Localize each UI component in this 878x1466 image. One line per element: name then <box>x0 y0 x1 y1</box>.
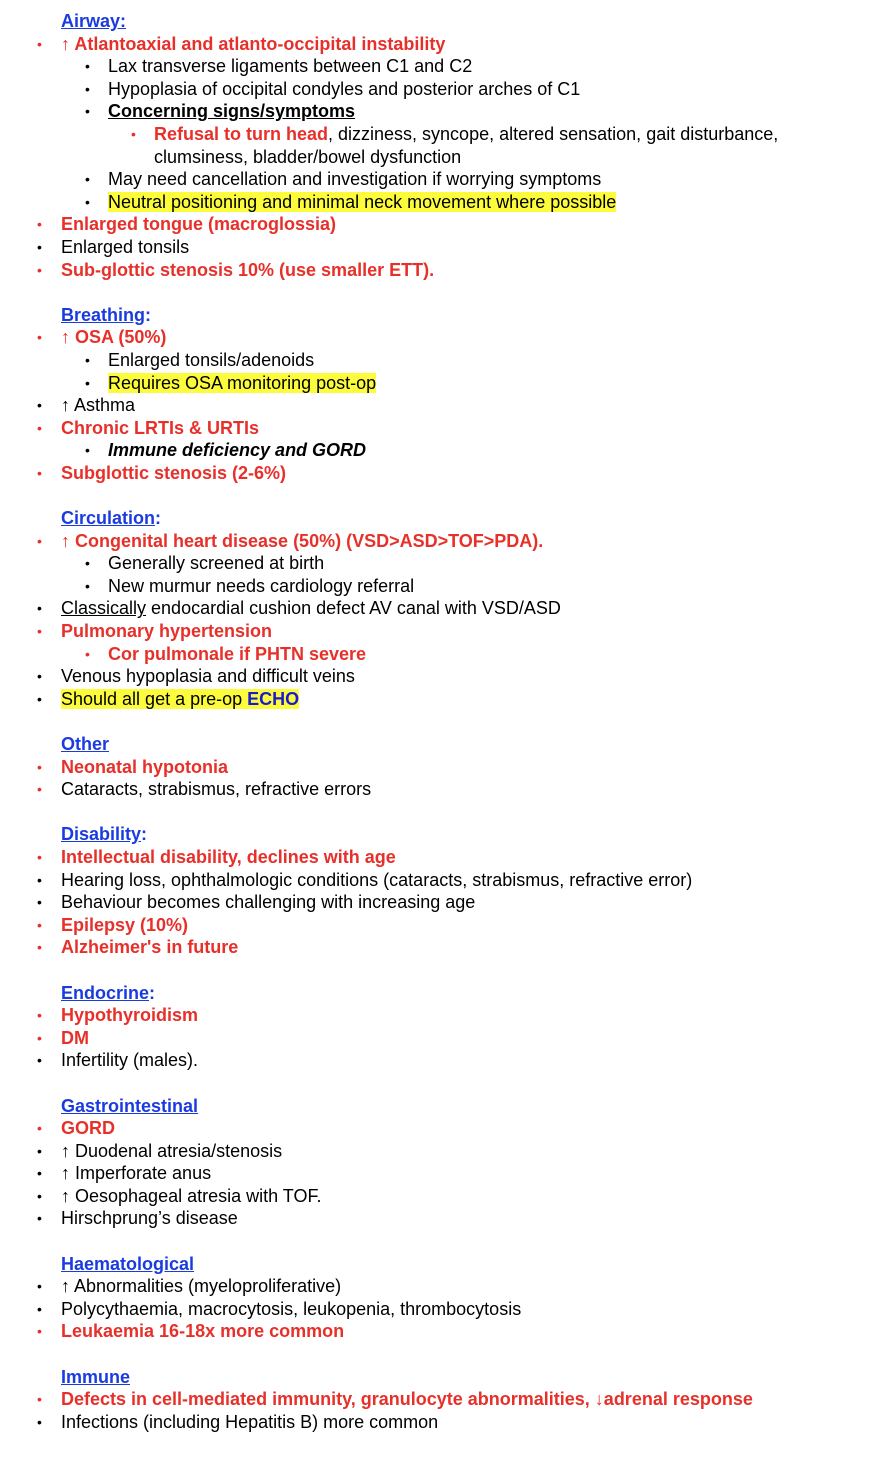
list-item: • Pulmonary hypertension <box>37 621 273 642</box>
bullet: • <box>37 261 42 278</box>
list-item: • Enlarged tongue (macroglossia) <box>37 214 337 235</box>
bullet: • <box>131 125 136 142</box>
bullet: • <box>37 1052 42 1069</box>
bullet: • <box>37 758 42 775</box>
bullet: • <box>37 238 42 255</box>
bullet: • <box>37 848 42 865</box>
list-item: • Subglottic stenosis (2-6%) <box>37 462 287 483</box>
bullet: • <box>37 894 42 911</box>
list-item <box>0 191 878 214</box>
list-item: • Classically endocardial cushion defect AV canal with VSD/ASD <box>37 598 561 619</box>
bullet: • <box>37 781 42 798</box>
bullet: • <box>37 464 42 481</box>
section-heading-breathing: Breathing: <box>61 304 152 325</box>
list-item: • Hypoplasia of occipital condyles and posterior arches of C1 <box>85 78 581 99</box>
highlighted-text: Neutral positioning and minimal neck movement where possible <box>108 191 617 212</box>
bullet: • <box>37 1323 42 1340</box>
list-item: • New murmur needs cardiology referral <box>85 575 415 596</box>
list-item: • Behaviour becomes challenging with increasing age <box>37 892 476 913</box>
list-item: • ↑ Congenital heart disease (50%) (VSD>ASD>TOF>PDA). <box>37 530 544 551</box>
bullet: • <box>37 1278 42 1295</box>
list-item: • Enlarged tonsils <box>37 236 190 257</box>
section-heading-immune: Immune <box>61 1366 131 1387</box>
list-item: • Epilepsy (10%) <box>37 914 189 935</box>
bullet: • <box>37 216 42 233</box>
list-item: • GORD <box>37 1118 115 1139</box>
bullet: • <box>85 171 90 188</box>
list-item: • Infertility (males). <box>37 1050 199 1071</box>
bullet: • <box>85 80 90 97</box>
bullet: • <box>37 1007 42 1024</box>
section-heading-gastrointestinal: Gastrointestinal <box>61 1095 199 1116</box>
bullet: • <box>37 419 42 436</box>
bullet: • <box>37 1391 42 1408</box>
section-heading-airway: Airway: <box>61 11 127 31</box>
list-item: • ↑ Oesophageal atresia with TOF. <box>37 1185 322 1206</box>
bullet: • <box>85 645 90 662</box>
list-item: • Hirschprung’s disease <box>37 1208 238 1229</box>
section-heading-circulation: Circulation: <box>61 508 162 529</box>
list-item: • DM <box>37 1027 89 1048</box>
bullet: • <box>37 1029 42 1046</box>
list-item: • Sub-glottic stenosis 10% (use smaller ETT). <box>37 259 435 280</box>
list-item: • Venous hypoplasia and difficult veins <box>37 666 355 687</box>
list-item: • ↑ OSA (50%) <box>37 327 167 348</box>
bullet: • <box>37 623 42 640</box>
list-item: • ↑ Imperforate anus <box>37 1163 212 1184</box>
bullet: • <box>85 58 90 75</box>
list-item: • Immune deficiency and GORD <box>85 440 367 461</box>
list-item: • Cor pulmonale if PHTN severe <box>85 643 367 664</box>
bullet: • <box>85 442 90 459</box>
bullet: • <box>37 668 42 685</box>
list-item: • Infections (including Hepatitis B) more common <box>37 1411 439 1432</box>
list-item: • Refusal to turn head, dizziness, syncope, altered sensation, gait disturbance, clumsiness, bladder/bowel dysfunction <box>131 123 779 167</box>
list-item: • Lax transverse ligaments between C1 and C2 <box>85 56 473 77</box>
bullet: • <box>37 871 42 888</box>
bullet: • <box>37 690 42 707</box>
bullet: • <box>85 555 90 572</box>
list-item: • Enlarged tonsils/adenoids <box>85 349 315 370</box>
highlighted-text: Should all get a pre-op ECHO <box>61 688 300 709</box>
highlighted-text: Requires OSA monitoring post-op <box>108 372 377 393</box>
bullet: • <box>37 532 42 549</box>
bullet: • <box>85 103 90 120</box>
section-heading-haematological: Haematological <box>61 1253 195 1274</box>
list-item: • Hearing loss, ophthalmologic conditions (cataracts, strabismus, refractive error) <box>37 869 693 890</box>
bullet: • <box>37 397 42 414</box>
list-item: • May need cancellation and investigation if worrying symptoms <box>85 169 602 190</box>
bullet: • <box>37 1165 42 1182</box>
bullet: • <box>37 1300 42 1317</box>
bullet: • <box>37 916 42 933</box>
bullet: • <box>85 351 90 368</box>
list-item: • Generally screened at birth <box>85 553 325 574</box>
list-item: • ↑ Atlantoaxial and atlanto-occipital instability <box>37 33 446 54</box>
list-item: • Concerning signs/symptoms <box>85 101 356 122</box>
section-heading-endocrine: Endocrine: <box>61 982 156 1003</box>
bullet: • <box>85 374 90 391</box>
list-item: • Intellectual disability, declines with age <box>37 846 396 867</box>
bullet: • <box>37 1413 42 1430</box>
list-item: • Polycythaemia, macrocytosis, leukopenia, thrombocytosis <box>37 1298 522 1319</box>
list-item: • Neonatal hypotonia <box>37 756 229 777</box>
section-heading-disability: Disability: <box>61 824 148 845</box>
bullet: • <box>37 1210 42 1227</box>
list-item: • Defects in cell-mediated immunity, granulocyte abnormalities, ↓adrenal response <box>37 1389 753 1410</box>
bullet: • <box>85 577 90 594</box>
bullet: • <box>37 600 42 617</box>
list-item <box>0 372 878 395</box>
bullet: • <box>37 1187 42 1204</box>
list-item: • Cataracts, strabismus, refractive errors <box>37 779 372 800</box>
bullet: • <box>37 1120 42 1137</box>
bullet: • <box>37 939 42 956</box>
list-item: • Alzheimer's in future <box>37 937 239 958</box>
list-item: • ↑ Asthma <box>37 395 136 416</box>
bullet: • <box>37 329 42 346</box>
list-item <box>0 688 878 711</box>
list-item: • ↑ Duodenal atresia/stenosis <box>37 1140 283 1161</box>
list-item: • Hypothyroidism <box>37 1005 199 1026</box>
list-item: • Chronic LRTIs & URTIs <box>37 417 260 438</box>
list-item: • Leukaemia 16-18x more common <box>37 1321 345 1342</box>
section-heading-other: Other <box>61 734 110 754</box>
list-item: • ↑ Abnormalities (myeloproliferative) <box>37 1276 342 1297</box>
bullet: • <box>85 193 90 210</box>
bullet: • <box>37 1142 42 1159</box>
bullet: • <box>37 35 42 52</box>
